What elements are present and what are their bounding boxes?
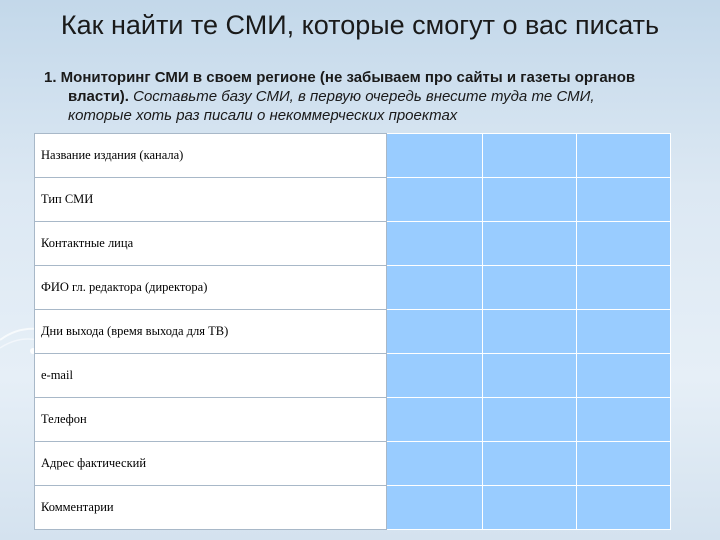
row-label: Контактные лица bbox=[35, 222, 387, 266]
empty-cell[interactable] bbox=[577, 266, 671, 310]
row-label: Тип СМИ bbox=[35, 178, 387, 222]
bullet-lead-line1: 1. Мониторинг СМИ в своем регионе (не забываем про сайты и газеты органов bbox=[44, 69, 636, 86]
table-row bbox=[35, 398, 671, 442]
bullet-text bbox=[44, 68, 694, 125]
bullet-lead-line2: власти). bbox=[68, 88, 129, 105]
row-label: Комментарии bbox=[35, 486, 387, 530]
empty-cell[interactable] bbox=[577, 486, 671, 530]
empty-cell[interactable] bbox=[577, 310, 671, 354]
row-label: Дни выхода (время выхода для ТВ) bbox=[35, 310, 387, 354]
empty-cell[interactable] bbox=[577, 222, 671, 266]
table-row bbox=[35, 354, 671, 398]
table-body bbox=[35, 134, 671, 530]
empty-cell[interactable] bbox=[387, 222, 483, 266]
media-database-table bbox=[34, 133, 671, 530]
row-label: ФИО гл. редактора (директора) bbox=[35, 266, 387, 310]
empty-cell[interactable] bbox=[577, 398, 671, 442]
empty-cell[interactable] bbox=[577, 442, 671, 486]
empty-cell[interactable] bbox=[387, 178, 483, 222]
empty-cell[interactable] bbox=[483, 310, 577, 354]
row-label: Адрес фактический bbox=[35, 442, 387, 486]
bullet-line-2 bbox=[44, 87, 694, 106]
table-row bbox=[35, 178, 671, 222]
empty-cell[interactable] bbox=[483, 398, 577, 442]
empty-cell[interactable] bbox=[577, 134, 671, 178]
empty-cell[interactable] bbox=[483, 442, 577, 486]
empty-cell[interactable] bbox=[387, 442, 483, 486]
empty-cell[interactable] bbox=[483, 354, 577, 398]
row-label: e-mail bbox=[35, 354, 387, 398]
empty-cell[interactable] bbox=[483, 486, 577, 530]
empty-cell[interactable] bbox=[387, 354, 483, 398]
bullet-line-3: которые хоть раз писали о некоммерческих проектах bbox=[68, 107, 458, 124]
row-label: Название издания (канала) bbox=[35, 134, 387, 178]
table-row bbox=[35, 134, 671, 178]
table-row bbox=[35, 310, 671, 354]
empty-cell[interactable] bbox=[483, 134, 577, 178]
empty-cell[interactable] bbox=[577, 178, 671, 222]
empty-cell[interactable] bbox=[483, 266, 577, 310]
table-row bbox=[35, 486, 671, 530]
table-row bbox=[35, 266, 671, 310]
row-label: Телефон bbox=[35, 398, 387, 442]
empty-cell[interactable] bbox=[577, 354, 671, 398]
bullet-italic-line2: Составьте базу СМИ, в первую очередь внесите туда те СМИ, bbox=[128, 88, 595, 105]
empty-cell[interactable] bbox=[483, 178, 577, 222]
empty-cell[interactable] bbox=[387, 486, 483, 530]
bullet-line-1 bbox=[44, 68, 694, 87]
empty-cell[interactable] bbox=[387, 310, 483, 354]
slide-title: Как найти те СМИ, которые смогут о вас писать bbox=[60, 10, 660, 40]
empty-cell[interactable] bbox=[483, 222, 577, 266]
empty-cell[interactable] bbox=[387, 266, 483, 310]
table-row bbox=[35, 222, 671, 266]
empty-cell[interactable] bbox=[387, 398, 483, 442]
empty-cell[interactable] bbox=[387, 134, 483, 178]
table-row bbox=[35, 442, 671, 486]
